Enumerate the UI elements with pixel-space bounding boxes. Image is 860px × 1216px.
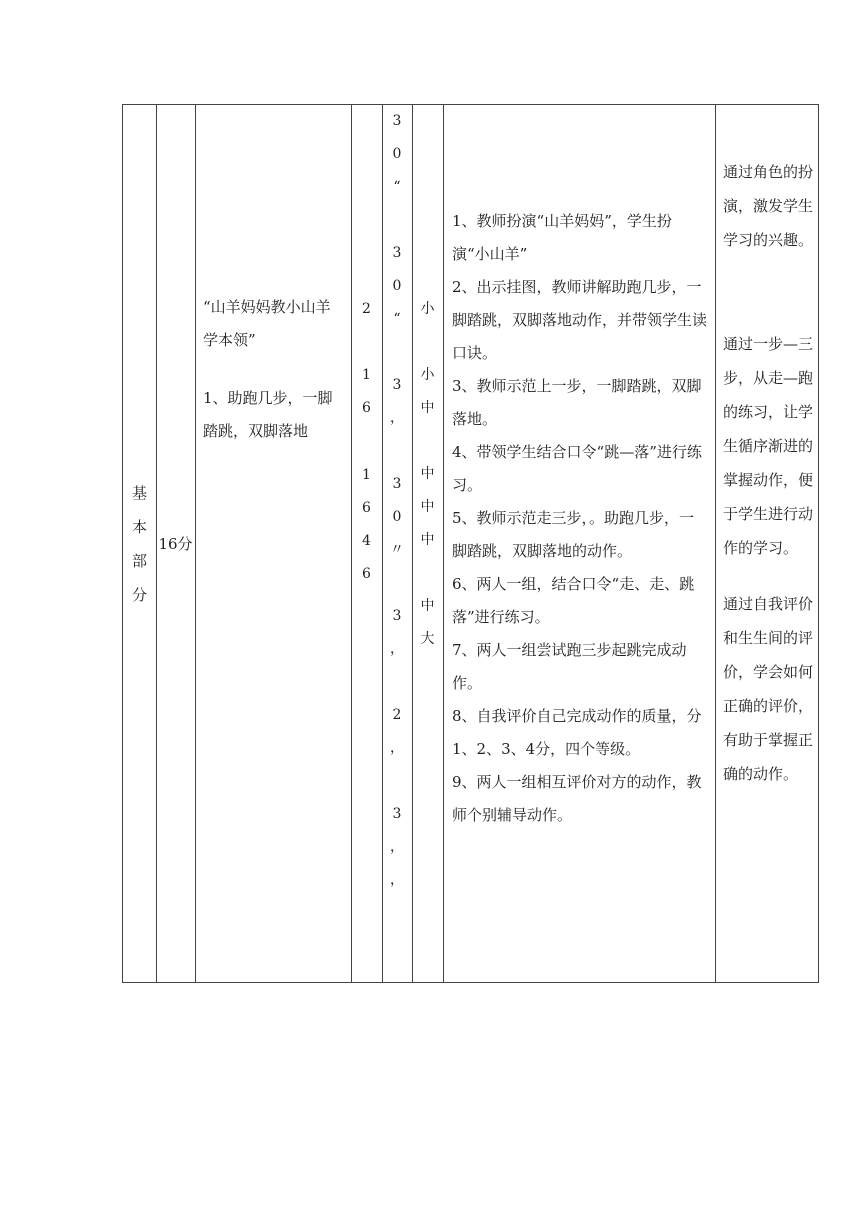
method-step: 9、两人一组相互评价对方的动作，教师个别辅导动作。 [452, 773, 702, 824]
method-cell [443, 105, 715, 982]
intensity-char: 大 [420, 631, 435, 647]
count-char [351, 326, 382, 359]
count-column [351, 105, 382, 982]
method-step: 5、教师示范走三步，。助跑几步，一脚踏跳，双脚落地的动作。 [452, 509, 695, 560]
timing-column [382, 105, 412, 982]
timing-char: ， [390, 740, 404, 756]
method-step: 4、带领学生结合口令“跳—落”进行练习。 [452, 443, 702, 494]
intensity-char: 小 [420, 301, 435, 317]
content-title: “山羊妈妈教小山羊学本领” [203, 298, 331, 349]
timing-char: 3 [392, 245, 402, 261]
intensity-char [412, 326, 443, 359]
time-cell [156, 105, 195, 982]
timing-char: 3 [392, 377, 402, 393]
method-step: 8、自我评价自己完成动作的质量，分1、2、3、4分，四个等级。 [452, 707, 702, 758]
lesson-plan-table [122, 104, 819, 983]
timing-char [382, 765, 412, 798]
method-step: 1、教师扮演“山羊妈妈”，学生扮演“小山羊” [452, 212, 672, 263]
intensity-char: 中 [420, 532, 435, 548]
section-char: 部 [131, 551, 147, 570]
content-item: 1、助跑几步，一脚踏跳，双脚落地 [203, 389, 333, 440]
timing-char: 〃 [390, 542, 404, 558]
intensity-char [412, 557, 443, 590]
method-step: 2、出示挂图，教师讲解助跑几步，一脚踏跳，双脚落地动作，并带领学生读口诀。 [452, 278, 708, 362]
section-cell [123, 105, 156, 982]
purpose-paragraph: 通过一步—三步，从走—跑的练习，让学生循序渐进的掌握动作，便于学生进行动作的学习。 [723, 335, 814, 557]
timing-char: 3 [392, 113, 402, 129]
purpose-cell [715, 105, 819, 982]
timing-char: ， [390, 410, 404, 426]
timing-char: 3 [392, 608, 402, 624]
content-cell [195, 105, 351, 982]
intensity-char: 中 [420, 499, 435, 515]
intensity-char: 小 [420, 367, 435, 383]
intensity-char [412, 425, 443, 458]
intensity-char: 中 [420, 400, 435, 416]
timing-char: 0 [392, 146, 402, 162]
count-char: 1 [362, 467, 371, 483]
section-char: 基 [131, 483, 147, 502]
count-char: 2 [362, 301, 371, 317]
timing-char: 3 [392, 806, 402, 822]
timing-char: “ [393, 179, 401, 195]
time-value: 16分 [158, 535, 193, 553]
method-step: 6、两人一组，结合口令“走、走、跳落”进行练习。 [452, 575, 695, 626]
method-step: 3、教师示范上一步，一脚踏跳，双脚落地。 [452, 377, 702, 428]
intensity-column [412, 105, 443, 982]
method-step: 7、两人一组尝试跑三步起跳完成动作。 [452, 641, 687, 692]
count-char: 6 [362, 400, 371, 416]
count-char: 6 [362, 566, 371, 582]
timing-char: 2 [392, 707, 402, 723]
section-char: 分 [131, 585, 147, 604]
timing-char [382, 435, 412, 468]
count-char: 1 [362, 367, 371, 383]
section-char: 本 [131, 517, 147, 536]
timing-char: 3 [392, 476, 402, 492]
timing-char: ， [390, 839, 404, 855]
intensity-char: 中 [420, 598, 435, 614]
count-char: 6 [362, 500, 371, 516]
timing-char [382, 336, 412, 369]
count-char: 4 [362, 533, 371, 549]
intensity-char: 中 [420, 466, 435, 482]
timing-char: “ [393, 311, 401, 327]
purpose-paragraph: 通过自我评价和生生间的评价，学会如何正确的评价，有助于掌握正确的动作。 [723, 595, 814, 783]
timing-char [382, 666, 412, 699]
timing-char [382, 567, 412, 600]
purpose-paragraph: 通过角色的扮演，激发学生学习的兴趣。 [723, 163, 814, 249]
timing-char: ， [390, 641, 404, 657]
timing-char: ， [390, 872, 404, 888]
timing-char: 0 [392, 278, 402, 294]
timing-char: 0 [392, 509, 402, 525]
timing-char [382, 204, 412, 237]
